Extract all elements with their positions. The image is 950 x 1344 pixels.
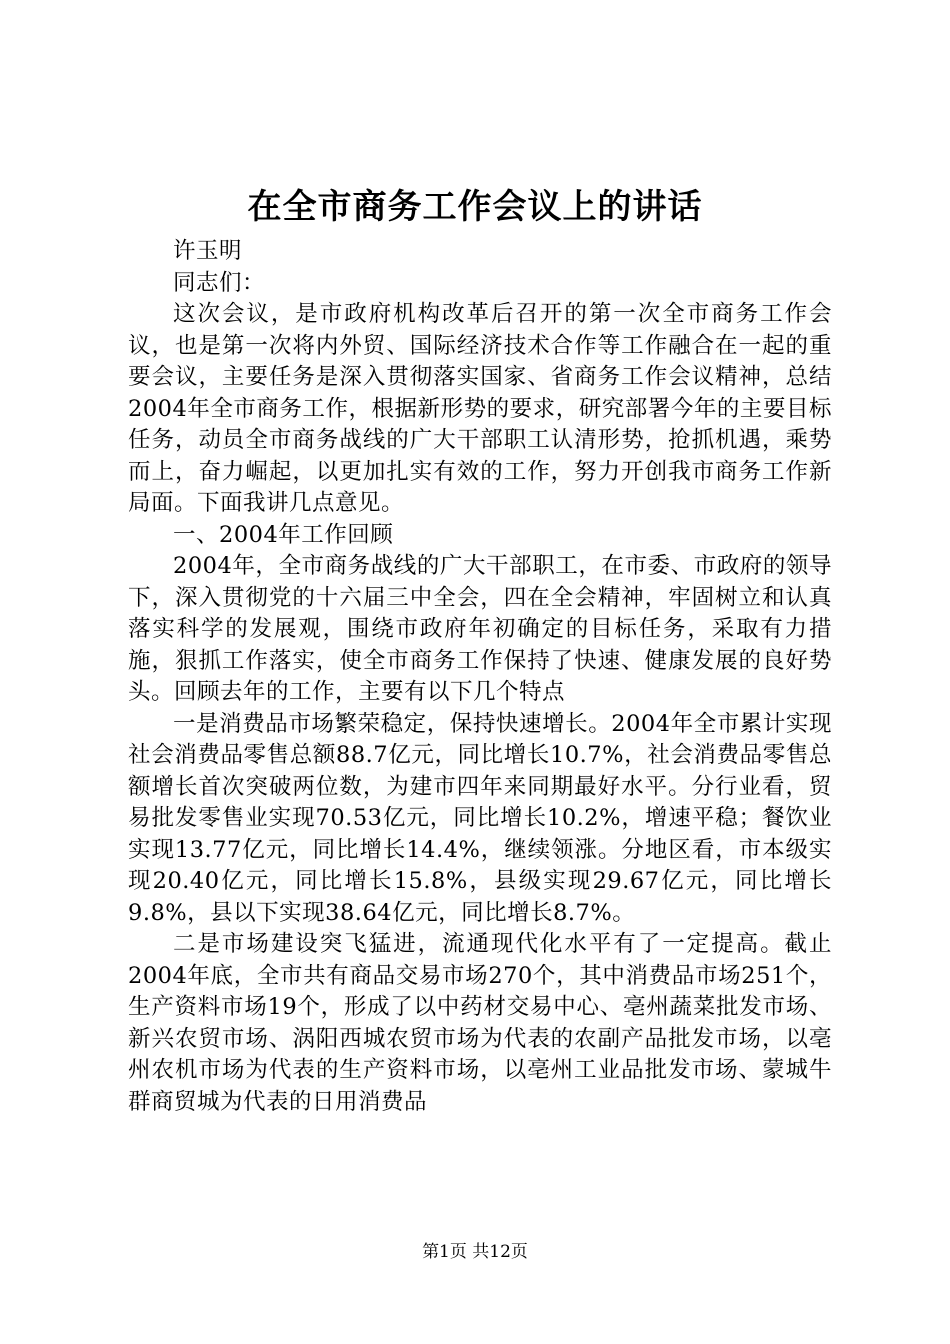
document-title: 在全市商务工作会议上的讲话 bbox=[247, 187, 703, 227]
section-heading: 一、2004年工作回顾 bbox=[173, 521, 394, 548]
page-footer: 第1页 共12页 bbox=[422, 1242, 528, 1262]
document-body bbox=[128, 236, 832, 1118]
paragraph-intro: 这次会议，是市政府机构改革后召开的第一次全市商务工作会议，也是第一次将内外贸、国际经济技术合作等工作融合在一起的重要会议，主要任务是深入贯彻落实国家、省商务工作会议精神，总结2004年全市商务工作，根据新形势的要求，研究部署今年的主要目标任务，动员全市商务战线的广大干部职工认清形势，抢抓机遇，乘势而上，奋力崛起，以更加扎实有效的工作，努力开创我市商务工作新局面。下面我讲几点意见。 bbox=[128, 301, 832, 516]
paragraph-review: 2004年，全市商务战线的广大干部职工，在市委、市政府的领导下，深入贯彻党的十六届三中全会，四在全会精神，牢固树立和认真落实科学的发展观，围绕市政府年初确定的目标任务，采取有力措施，狠抓工作落实，使全市商务工作保持了快速、健康发展的良好势头。回顾去年的工作，主要有以下几个特点 bbox=[128, 553, 832, 705]
salutation-line: 同志们： bbox=[173, 269, 266, 296]
author-line: 许玉明 bbox=[173, 238, 243, 264]
paragraph-point-two: 二是市场建设突飞猛进，流通现代化水平有了一定提高。截止2004年底，全市共有商品交易市场270个，其中消费品市场251个，生产资料市场19个，形成了以中药材交易中心、亳州蔬菜批发市场、新兴农贸市场、涡阳西城农贸市场为代表的农副产品批发市场，以亳州农机市场为代表的生产资料市场，以亳州工业品批发市场、蒙城牛群商贸城为代表的日用消费品 bbox=[128, 931, 832, 1115]
paragraph-point-one: 一是消费品市场繁荣稳定，保持快速增长。2004年全市累计实现社会消费品零售总额88.7亿元，同比增长10.7%，社会消费品零售总额增长首次突破两位数，为建市四年来同期最好水平。分行业看，贸易批发零售业实现70.53亿元，同比增长10.2%，增速平稳；餐饮业实现13.77亿元，同比增长14.4%，继续领涨。分地区看，市本级实现20.40亿元，同比增长15.8%，县级实现29.67亿元，同比增长9.8%，县以下实现38.64亿元，同比增长8.7%。 bbox=[128, 710, 832, 926]
